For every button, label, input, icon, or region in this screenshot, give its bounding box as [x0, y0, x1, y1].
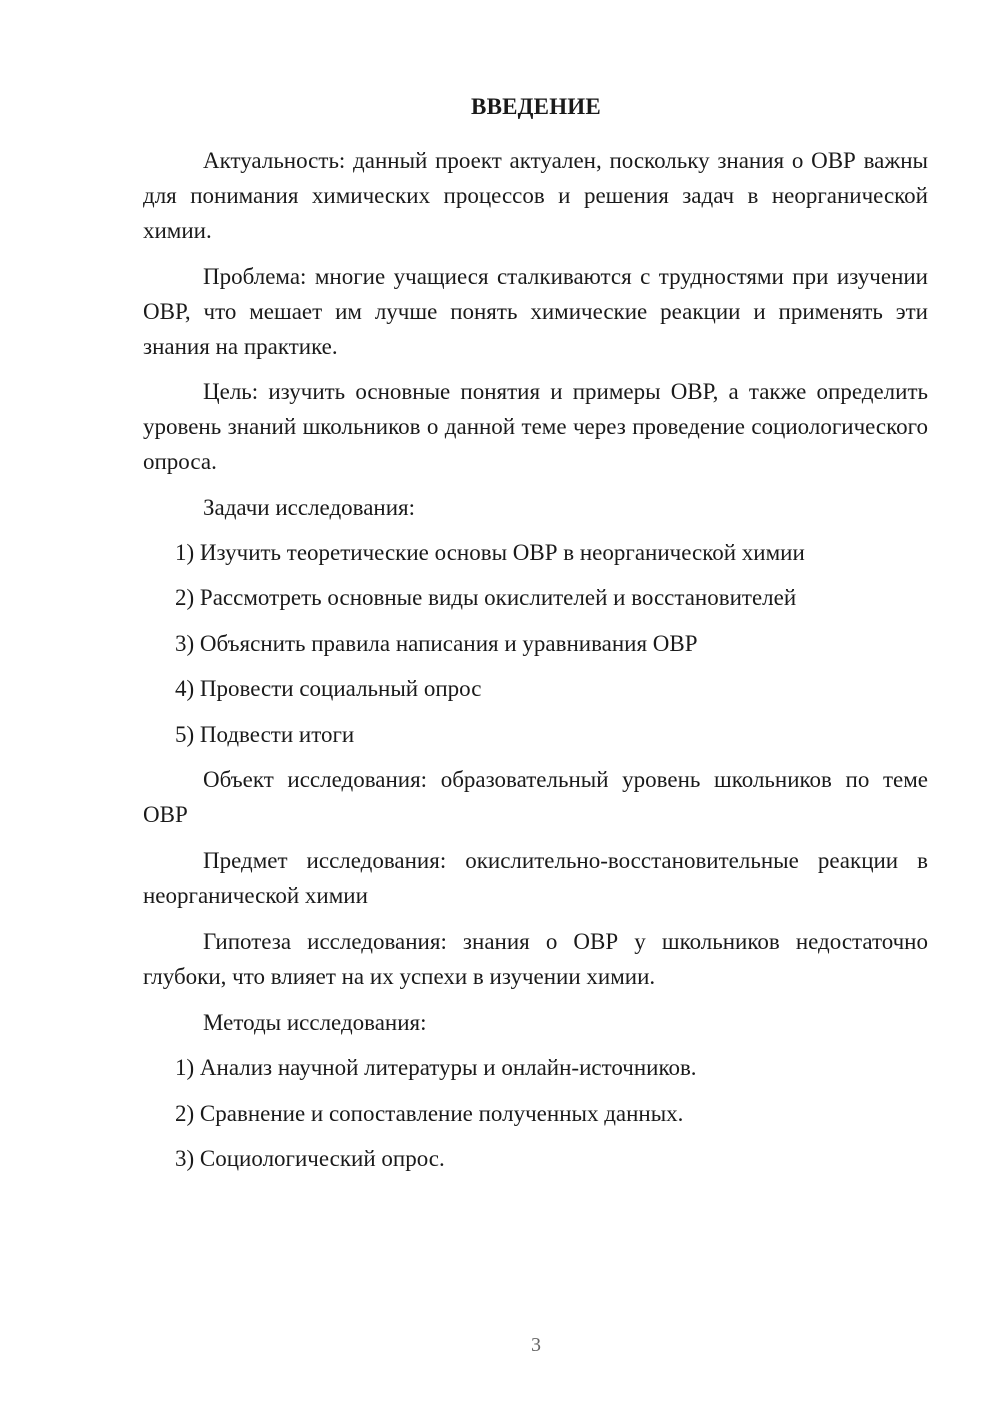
- hypothesis-paragraph: Гипотеза исследования: знания о ОВР у школьников недостаточно глубоки, что влияет на их успехи в изучении химии.: [143, 929, 928, 989]
- object-paragraph: Объект исследования: образовательный уровень школьников по теме ОВР: [143, 767, 928, 827]
- subject-paragraph: Предмет исследования: окислительно-восстановительные реакции в неорганической химии: [143, 848, 928, 908]
- task-item-1: 1) Изучить теоретические основы ОВР в неорганической химии: [175, 540, 805, 565]
- method-item-1: 1) Анализ научной литературы и онлайн-источников.: [175, 1055, 697, 1080]
- method-item-2: 2) Сравнение и сопоставление полученных данных.: [175, 1101, 684, 1126]
- goal-paragraph: Цель: изучить основные понятия и примеры ОВР, а также определить уровень знаний школьников о данной теме через проведение социологического опроса.: [143, 379, 928, 474]
- page-title: ВВЕДЕНИЕ: [471, 94, 601, 119]
- task-item-4: 4) Провести социальный опрос: [175, 676, 482, 701]
- method-item-3: 3) Социологический опрос.: [175, 1146, 445, 1171]
- problem-paragraph: Проблема: многие учащиеся сталкиваются с трудностями при изучении ОВР, что мешает им лучше понять химические реакции и применять эти знания на практике.: [143, 264, 928, 359]
- task-item-5: 5) Подвести итоги: [175, 722, 355, 747]
- task-item-3: 3) Объяснить правила написания и уравнивания ОВР: [175, 631, 698, 656]
- methods-title: Методы исследования:: [203, 1010, 427, 1035]
- page-number: 3: [531, 1334, 541, 1356]
- tasks-title: Задачи исследования:: [203, 495, 416, 520]
- task-item-2: 2) Рассмотреть основные виды окислителей и восстановителей: [175, 585, 797, 610]
- relevance-paragraph: Актуальность: данный проект актуален, поскольку знания о ОВР важны для понимания химических процессов и решения задач в неорганической химии.: [143, 148, 928, 243]
